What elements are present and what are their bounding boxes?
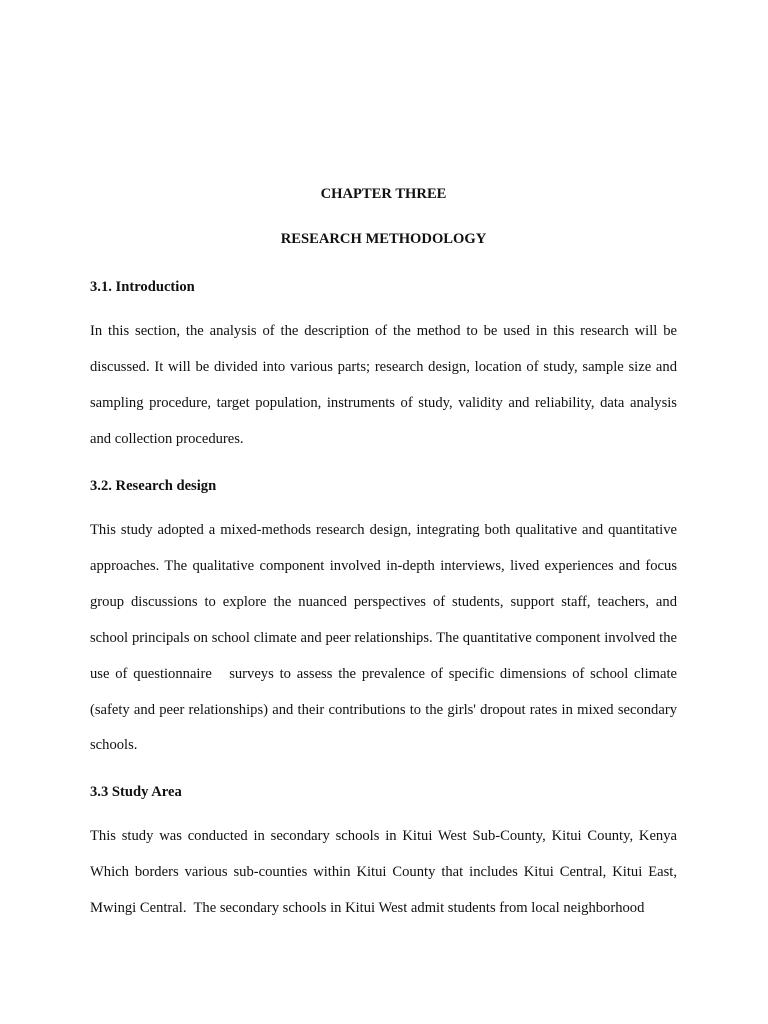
chapter-subtitle: RESEARCH METHODOLOGY <box>280 231 487 247</box>
section-heading-research-design: 3.2. Research design <box>90 478 217 494</box>
section-paragraph-research-design: This study adopted a mixed-methods research design, integrating both qualitative and quantitative approaches. The qualitative component involved in-depth interviews, lived experiences and focus group discussions to explore the nuanced perspectives of students, support staff, teachers, and school principals on school climate and peer relationships. The quantitative component involved the use of questionnaire surveys to assess the prevalence of specific dimensions of school climate (safety and peer relationships) and their contributions to the girls' dropout rates in mixed secondary schools. <box>90 522 681 754</box>
section-paragraph-introduction: In this section, the analysis of the description of the method to be used in this research will be discussed. It will be divided into various parts; research design, location of study, sample size and sampling procedure, target population, instruments of study, validity and reliability, data analysis and collection procedures. <box>90 323 681 447</box>
section-paragraph-study-area: This study was conducted in secondary schools in Kitui West Sub-County, Kitui County, Kenya Which borders various sub-counties within Kitui County that includes Kitui Central, Kitui East, Mwingi Central. The secondary schools in Kitui West admit students from local neighborhood <box>90 828 681 916</box>
section-heading-introduction: 3.1. Introduction <box>90 279 195 295</box>
section-heading-study-area: 3.3 Study Area <box>90 784 182 800</box>
chapter-title: CHAPTER THREE <box>320 186 447 202</box>
